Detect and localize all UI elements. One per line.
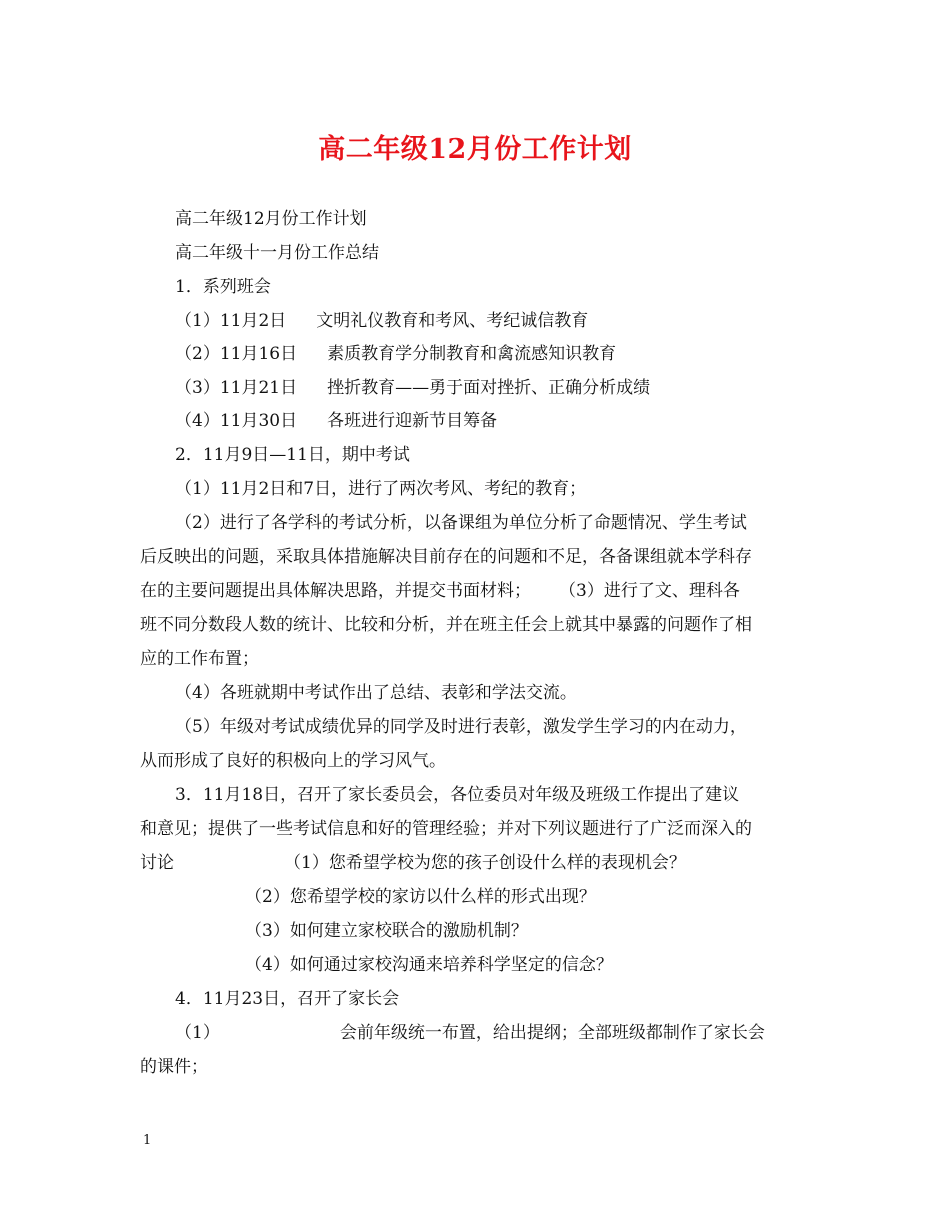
meeting-item-4-date: （4）11月30日	[175, 411, 298, 431]
paragraph-line: 从而形成了良好的积极向上的学习风气。	[140, 751, 446, 771]
meeting-item-4-topic: 各班进行迎新节目筹备	[327, 411, 498, 431]
meeting-item-3-topic: 挫折教育——勇于面对挫折、正确分析成绩	[327, 378, 651, 398]
meeting-item-3	[175, 376, 865, 400]
meeting-item-1-date: （1）11月2日	[175, 311, 287, 331]
exam-item-3: （3）进行了文、理科各	[559, 581, 740, 601]
topic-item-2: （2）您希望学校的家访以什么样的形式出现？	[245, 887, 596, 907]
paragraph-line: 和意见；提供了一些考试信息和好的管理经验；并对下列议题进行了广泛而深入的	[140, 819, 752, 839]
meeting-item-2-date: （2）11月16日	[175, 344, 298, 364]
paragraph-line	[140, 851, 830, 875]
section-3-heading: 3．11月18日，召开了家长委员会，各位委员对年级及班级工作提出了建议	[175, 785, 740, 805]
meeting-item-2-topic: 素质教育学分制教育和禽流感知识教育	[327, 344, 617, 364]
parent-meeting-item-1-text: 会前年级统一布置，给出提纲；全部班级都制作了家长会	[339, 1023, 765, 1043]
topic-item-1: （1）您希望学校为您的孩子创设什么样的表现机会？	[284, 853, 686, 873]
summary-heading: 高二年级十一月份工作总结	[175, 243, 379, 263]
paragraph-line	[140, 579, 830, 603]
paragraph-text: 在的主要问题提出具体解决思路，并提交书面材料；	[140, 581, 531, 601]
paragraph-line: 的课件；	[140, 1057, 208, 1077]
paragraph-text: 讨论	[140, 853, 174, 873]
exam-item-2: （2）进行了各学科的考试分析，以备课组为单位分析了命题情况、学生考试	[175, 513, 747, 533]
section-1-heading: 1．系列班会	[175, 277, 271, 297]
exam-item-4: （4）各班就期中考试作出了总结、表彰和学法交流。	[175, 683, 577, 703]
meeting-item-1	[175, 309, 865, 333]
meeting-item-2	[175, 342, 865, 366]
section-4-heading: 4．11月23日，召开了家长会	[175, 989, 400, 1009]
meeting-item-1-topic: 文明礼仪教育和考风、考纪诚信教育	[316, 311, 589, 331]
meeting-item-3-date: （3）11月21日	[175, 378, 298, 398]
paragraph-line: 后反映出的问题，采取具体措施解决目前存在的问题和不足，各备课组就本学科存	[140, 547, 752, 567]
parent-meeting-item-1-number: （1）	[175, 1023, 220, 1043]
page-number: 1	[143, 1133, 152, 1148]
section-2-heading: 2．11月9日—11日，期中考试	[175, 445, 410, 465]
parent-meeting-item-1	[175, 1021, 865, 1045]
subtitle-line: 高二年级12月份工作计划	[175, 209, 367, 229]
exam-item-1: （1）11月2日和7日，进行了两次考风、考纪的教育；	[175, 479, 587, 499]
topic-item-3: （3）如何建立家校联合的激励机制？	[245, 921, 528, 941]
page-title: 高二年级12月份工作计划	[318, 134, 632, 165]
paragraph-line: 应的工作布置；	[140, 649, 259, 669]
paragraph-line: 班不同分数段人数的统计、比较和分析，并在班主任会上就其中暴露的问题作了相	[140, 615, 752, 635]
meeting-item-4	[175, 409, 865, 433]
topic-item-4: （4）如何通过家校沟通来培养科学坚定的信念？	[245, 955, 613, 975]
exam-item-5: （5）年级对考试成绩优异的同学及时进行表彰，激发学生学习的内在动力，	[175, 717, 747, 737]
